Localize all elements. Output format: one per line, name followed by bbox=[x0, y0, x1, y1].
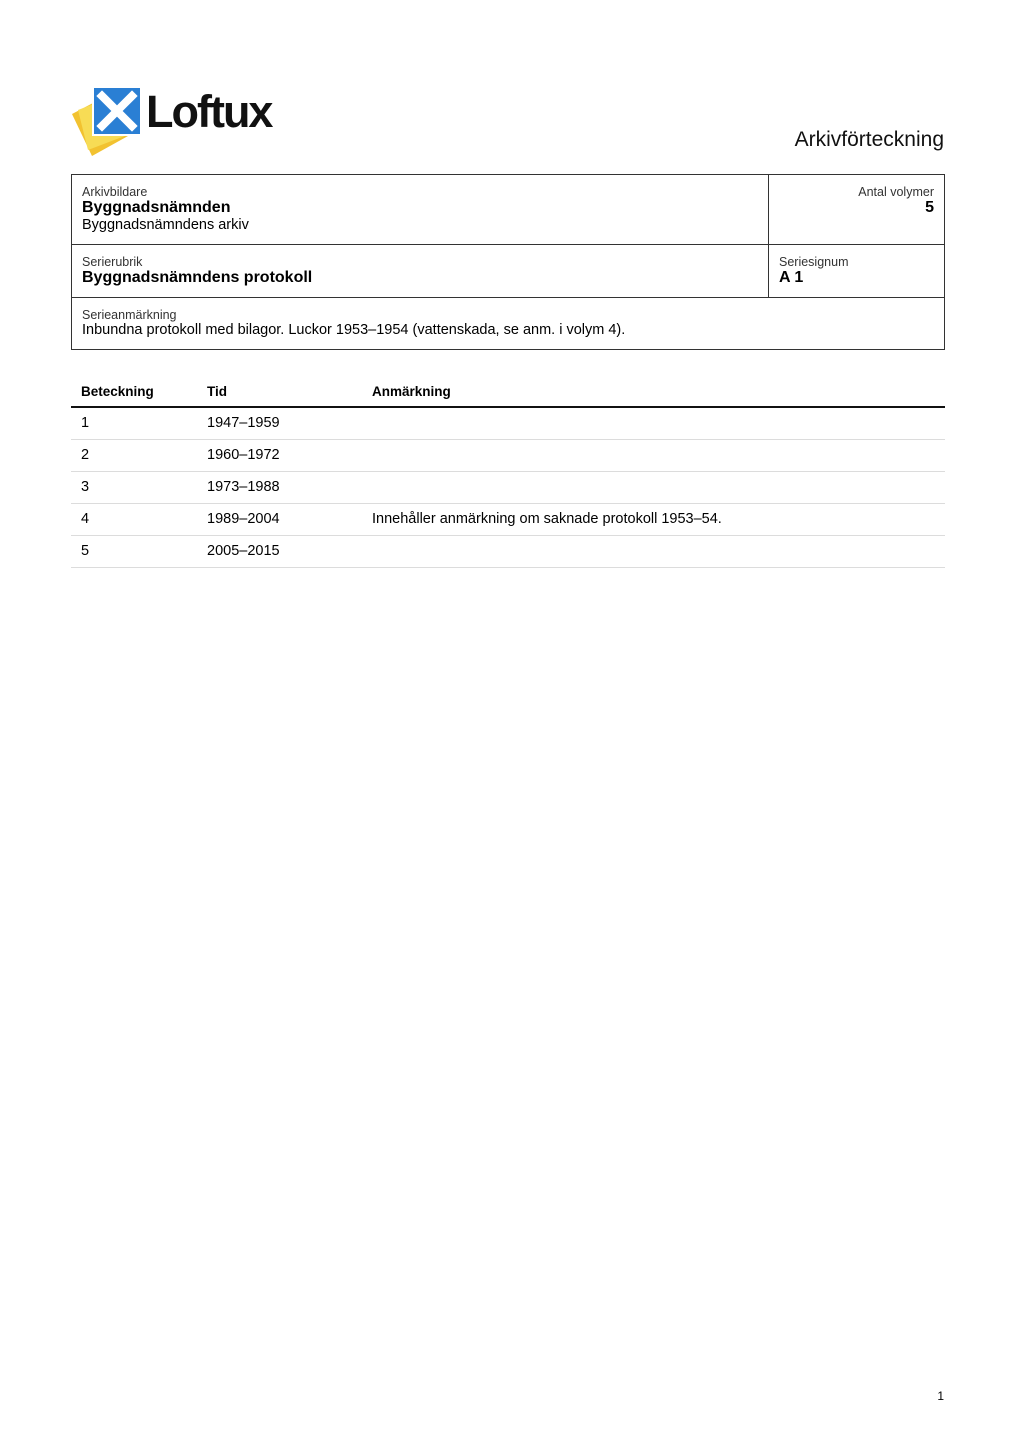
series-info-box bbox=[71, 174, 945, 350]
row-designation: 3 bbox=[71, 471, 197, 503]
header-designation: Beteckning bbox=[71, 380, 197, 407]
row-designation: 1 bbox=[71, 407, 197, 439]
volume-count-label: Antal volymer bbox=[858, 185, 934, 199]
page-title: Arkivförteckning bbox=[794, 128, 944, 151]
row-time: 2005–2015 bbox=[197, 535, 362, 567]
loftux-logo bbox=[70, 84, 300, 158]
series-signum-label: Seriesignum bbox=[779, 255, 849, 269]
row-time: 1973–1988 bbox=[197, 471, 362, 503]
row-note: Innehåller anmärkning om saknade protokoll 1953–54. bbox=[362, 503, 945, 535]
row-designation: 5 bbox=[71, 535, 197, 567]
archive-creator-cell bbox=[72, 175, 768, 244]
row-time: 1960–1972 bbox=[197, 439, 362, 471]
volume-table bbox=[71, 380, 945, 568]
header-note: Anmärkning bbox=[362, 380, 945, 407]
archive-creator-row bbox=[72, 175, 944, 245]
series-title-label: Serierubrik bbox=[82, 255, 143, 269]
table-row bbox=[71, 407, 945, 439]
row-note bbox=[362, 407, 945, 439]
archive-creator-value: Byggnadsnämnden bbox=[82, 199, 231, 216]
row-designation: 2 bbox=[71, 439, 197, 471]
series-note-label: Serieanmärkning bbox=[82, 308, 177, 322]
series-signum-cell bbox=[768, 245, 944, 297]
row-note bbox=[362, 439, 945, 471]
archive-creator-label: Arkivbildare bbox=[82, 185, 148, 199]
series-title-cell bbox=[72, 245, 768, 297]
table-header-row bbox=[71, 380, 945, 407]
logo-wordmark: Loftux bbox=[146, 86, 272, 137]
series-title-row bbox=[72, 245, 944, 298]
row-designation: 4 bbox=[71, 503, 197, 535]
logo-mark-icon bbox=[70, 84, 152, 158]
series-note-cell bbox=[72, 298, 944, 349]
volume-count-value: 5 bbox=[925, 199, 934, 216]
row-time: 1947–1959 bbox=[197, 407, 362, 439]
table-row bbox=[71, 471, 945, 503]
row-time: 1989–2004 bbox=[197, 503, 362, 535]
row-note bbox=[362, 535, 945, 567]
table-row bbox=[71, 535, 945, 567]
table-row bbox=[71, 439, 945, 471]
archive-name: Byggnadsnämndens arkiv bbox=[82, 217, 249, 233]
header-time: Tid bbox=[197, 380, 362, 407]
series-title-value: Byggnadsnämndens protokoll bbox=[82, 269, 313, 286]
table-row bbox=[71, 503, 945, 535]
series-note-value: Inbundna protokoll med bilagor. Luckor 1953–1954 (vattenskada, se anm. i volym 4). bbox=[82, 322, 626, 338]
page-number: 1 bbox=[937, 1389, 944, 1403]
series-signum-value: A 1 bbox=[779, 269, 804, 286]
volume-count-cell bbox=[768, 175, 944, 244]
row-note bbox=[362, 471, 945, 503]
series-note-row bbox=[72, 298, 944, 349]
